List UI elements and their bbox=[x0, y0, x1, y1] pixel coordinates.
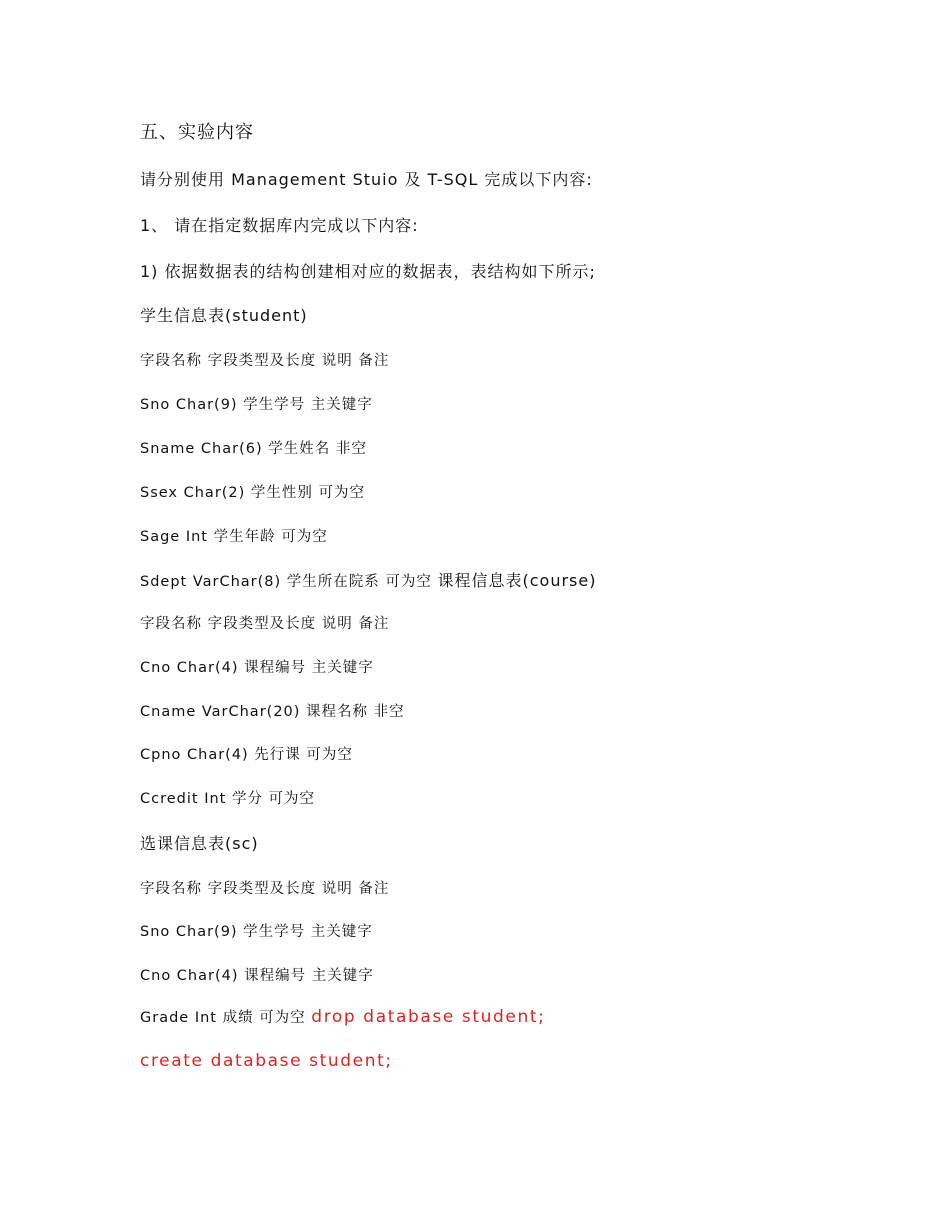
section-title: 五、实验内容 bbox=[140, 122, 254, 143]
table-row: Sname Char(6) 学生姓名 非空 bbox=[140, 441, 367, 457]
table-row: Sno Char(9) 学生学号 主关键字 bbox=[140, 924, 373, 940]
sc-table-header: 字段名称 字段类型及长度 说明 备注 bbox=[140, 881, 390, 897]
table-row: Cno Char(4) 课程编号 主关键字 bbox=[140, 660, 374, 676]
table-row: Cno Char(4) 课程编号 主关键字 bbox=[140, 968, 374, 984]
course-table-title: 课程信息表(course) bbox=[437, 571, 597, 590]
course-table-header: 字段名称 字段类型及长度 说明 备注 bbox=[140, 616, 390, 632]
table-row: Sdept VarChar(8) 学生所在院系 可为空 bbox=[140, 574, 432, 590]
task-1-heading: 1、 请在指定数据库内完成以下内容: bbox=[140, 216, 419, 235]
intro-paragraph: 请分别使用 Management Stuio 及 T-SQL 完成以下内容: bbox=[140, 170, 593, 189]
table-row: Cname VarChar(20) 课程名称 非空 bbox=[140, 704, 405, 720]
table-row: Ccredit Int 学分 可为空 bbox=[140, 791, 316, 807]
table-row: Cpno Char(4) 先行课 可为空 bbox=[140, 747, 353, 763]
sc-last-row-with-code bbox=[140, 1006, 545, 1027]
table-row: Ssex Char(2) 学生性别 可为空 bbox=[140, 485, 366, 501]
table-row: Sage Int 学生年龄 可为空 bbox=[140, 529, 328, 545]
table-row: Sno Char(9) 学生学号 主关键字 bbox=[140, 397, 373, 413]
sc-table-title: 选课信息表(sc) bbox=[140, 834, 259, 853]
code-drop-database: drop database student; bbox=[311, 1007, 546, 1027]
student-table-title: 学生信息表(student) bbox=[140, 306, 308, 325]
code-create-database: create database student; bbox=[140, 1051, 393, 1071]
student-last-row-with-course-title bbox=[140, 568, 596, 591]
task-1-1-paragraph: 1) 依据数据表的结构创建相对应的数据表，表结构如下所示; bbox=[140, 262, 596, 281]
student-table-header: 字段名称 字段类型及长度 说明 备注 bbox=[140, 353, 390, 369]
table-row: Grade Int 成绩 可为空 bbox=[140, 1010, 306, 1026]
